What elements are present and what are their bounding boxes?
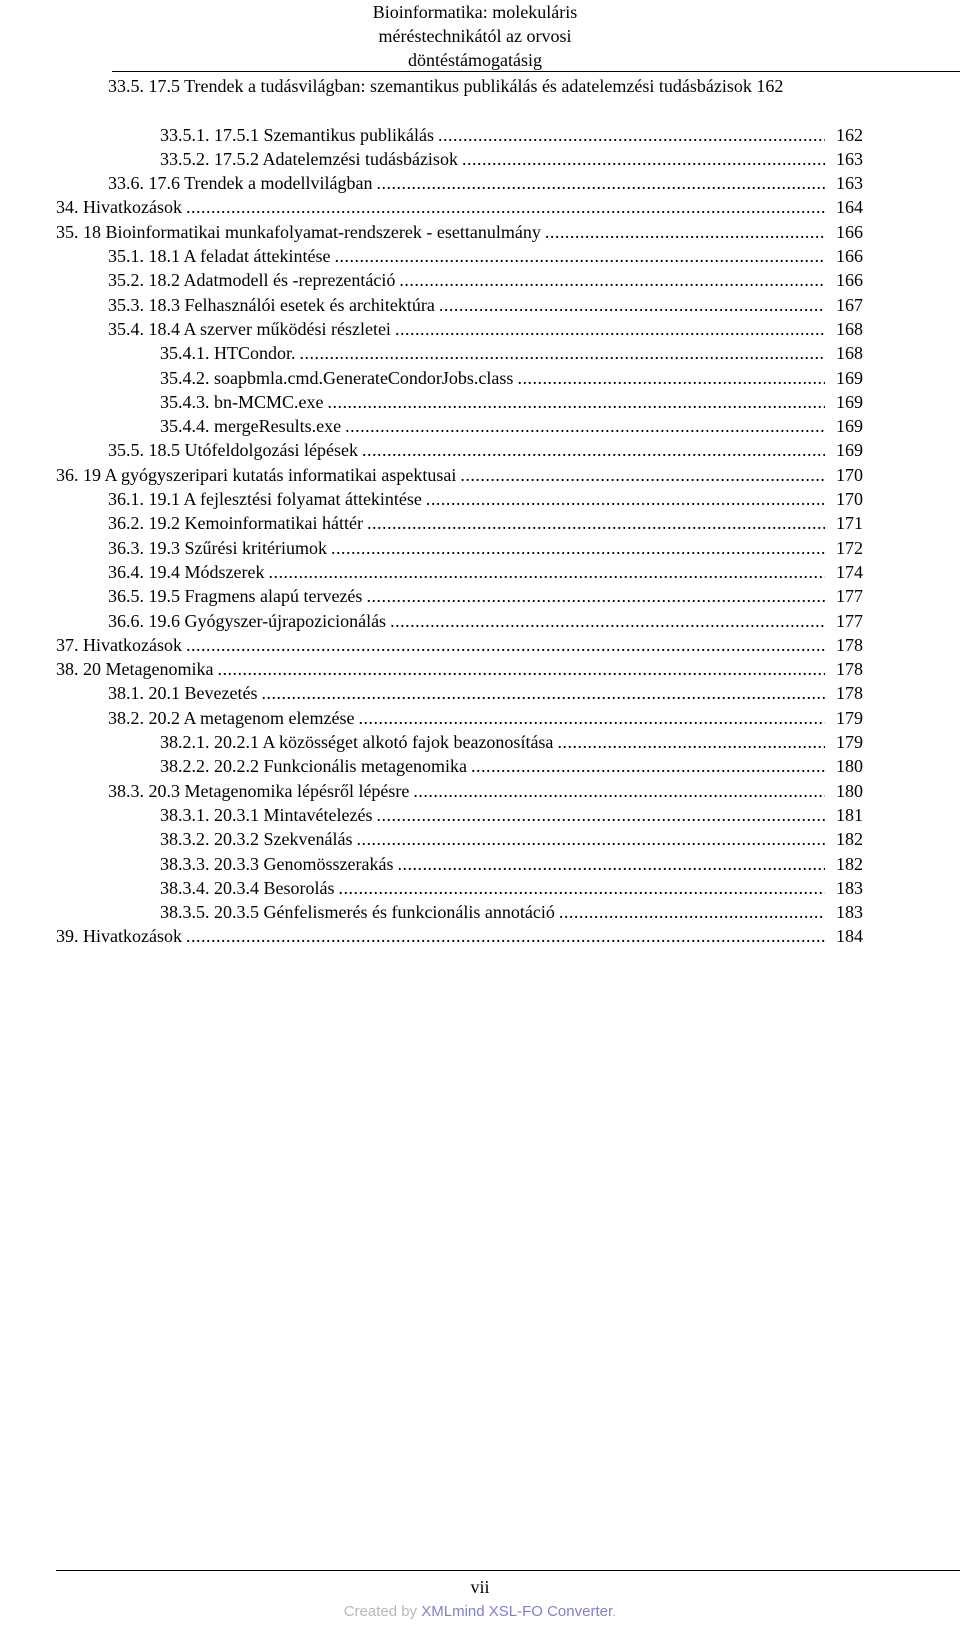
dot-leader — [390, 609, 825, 633]
toc-entry-title: 38.3.1. 20.3.1 Mintavételezés — [160, 804, 373, 825]
toc-entry-line — [160, 123, 863, 147]
toc-entry-line — [160, 147, 863, 171]
toc-entry-title: 35. 18 Bioinformatikai munkafolyamat-rendszerek - esettanulmány — [56, 221, 541, 242]
toc-entry-title: 35.3. 18.3 Felhasználói esetek és architektúra — [108, 294, 435, 315]
dot-leader — [471, 754, 825, 778]
toc-entry-page: 182 — [836, 829, 863, 850]
toc-entry-page: 179 — [836, 707, 863, 728]
toc-entry[interactable] — [0, 341, 960, 365]
toc-entry-page: 174 — [836, 561, 863, 582]
toc-entry-page: 179 — [836, 732, 863, 753]
dot-leader — [339, 876, 826, 900]
toc-entry[interactable] — [0, 123, 960, 147]
header-title-line2: méréstechnikától az orvosi — [378, 26, 572, 46]
toc-entry-title: 36.4. 19.4 Módszerek — [108, 561, 265, 582]
toc-entry[interactable] — [0, 317, 960, 341]
dot-leader — [559, 900, 825, 924]
toc-entry-line — [160, 341, 863, 365]
dot-leader — [397, 852, 825, 876]
toc-entry-page: 163 — [836, 173, 863, 194]
toc-entry-line — [56, 924, 863, 948]
toc-entry[interactable] — [0, 268, 960, 292]
dot-leader — [186, 633, 825, 657]
toc-entry-title: 33.5. 17.5 Trendek a tudásvilágban: szemantikus publikálás és adatelemzési tudásbázisok 162 — [108, 76, 784, 96]
dot-leader — [268, 560, 825, 584]
toc-entry-title: 35.1. 18.1 A feladat áttekintése — [108, 246, 331, 267]
toc-entry[interactable] — [0, 633, 960, 657]
toc-entry-line — [160, 852, 863, 876]
toc-entry-page: 181 — [836, 804, 863, 825]
dot-leader — [334, 244, 825, 268]
toc-entry-line — [108, 536, 863, 560]
toc-entry-title: 37. Hivatkozások — [56, 634, 182, 655]
toc-entry[interactable] — [0, 900, 960, 924]
dot-leader — [331, 536, 825, 560]
toc-entry[interactable] — [0, 463, 960, 487]
toc-entry[interactable] — [0, 754, 960, 778]
toc-entry-line — [108, 171, 863, 195]
toc-entry-page: 170 — [836, 464, 863, 485]
toc-entry[interactable] — [0, 730, 960, 754]
toc-entry-title: 36.6. 19.6 Gyógyszer-újrapozicionálás — [108, 610, 387, 631]
toc-entry-line — [108, 609, 863, 633]
toc-entry-title: 36. 19 A gyógyszeripari kutatás informatikai aspektusai — [56, 464, 457, 485]
header-divider — [112, 71, 960, 72]
toc-entry-line — [160, 827, 863, 851]
toc-entry[interactable] — [0, 293, 960, 317]
toc-entry-line — [108, 487, 863, 511]
toc-entry-title: 38. 20 Metagenomika — [56, 659, 214, 680]
toc-entry-line — [108, 511, 863, 535]
toc-entry-line — [108, 244, 863, 268]
dot-leader — [376, 803, 825, 827]
toc-entry-title: 35.4.3. bn-MCMC.exe — [160, 391, 324, 412]
toc-entry-page: 172 — [836, 537, 863, 558]
dot-leader — [367, 511, 825, 535]
toc-entry-page: 178 — [836, 659, 863, 680]
toc-entry-title: 38.2.1. 20.2.1 A közösséget alkotó fajok beazonosítása — [160, 732, 554, 753]
toc-entry-wrapped[interactable] — [0, 74, 960, 123]
toc-entry-page: 183 — [836, 877, 863, 898]
toc-entry-page: 169 — [836, 440, 863, 461]
toc-entry[interactable] — [0, 366, 960, 390]
toc-entry-page: 171 — [836, 513, 863, 534]
generator-prefix: Created by — [343, 1603, 422, 1620]
toc-entry-title: 33.5.1. 17.5.1 Szemantikus publikálás — [160, 124, 434, 145]
toc-entry-title: 38.3.5. 20.3.5 Génfelismerés és funkcionális annotáció — [160, 902, 555, 923]
toc-entry-page: 168 — [836, 318, 863, 339]
toc-entry-line — [108, 706, 863, 730]
toc-entry-title: 39. Hivatkozások — [56, 926, 182, 947]
dot-leader — [462, 147, 825, 171]
dot-leader — [517, 366, 825, 390]
dot-leader — [345, 414, 825, 438]
toc-entry[interactable] — [0, 876, 960, 900]
toc-entry[interactable] — [0, 706, 960, 730]
toc-entry-title: 35.4.2. soapbmla.cmd.GenerateCondorJobs.class — [160, 367, 514, 388]
generator-credit — [0, 1602, 960, 1622]
toc-entry-line — [108, 317, 863, 341]
toc-entry-title: 33.5.2. 17.5.2 Adatelemzési tudásbázisok — [160, 148, 458, 169]
toc-entry[interactable] — [0, 171, 960, 195]
toc-entry-title: 38.3.3. 20.3.3 Genomösszerakás — [160, 853, 394, 874]
toc-entry[interactable] — [0, 779, 960, 803]
toc-entry[interactable] — [0, 414, 960, 438]
toc-entry[interactable] — [0, 827, 960, 851]
toc-entry-page: 184 — [836, 926, 863, 947]
toc-entry-title: 36.2. 19.2 Kemoinformatikai háttér — [108, 513, 363, 534]
header-title-line3: döntéstámogatásig — [408, 50, 542, 70]
toc-entry-line — [160, 900, 863, 924]
dot-leader — [186, 195, 825, 219]
toc-entry-line — [160, 876, 863, 900]
toc-entry-line — [56, 657, 863, 681]
toc-entry-page: 182 — [836, 853, 863, 874]
toc-entry-page: 169 — [836, 391, 863, 412]
dot-leader — [426, 487, 825, 511]
toc-entry-title: 38.3.2. 20.3.2 Szekvenálás — [160, 829, 353, 850]
toc-entry-page: 163 — [836, 148, 863, 169]
toc-entry-page: 162 — [836, 124, 863, 145]
dot-leader — [356, 827, 825, 851]
table-of-contents — [0, 74, 960, 949]
toc-entry-line — [108, 779, 863, 803]
toc-entry-line — [108, 293, 863, 317]
toc-entry[interactable] — [0, 536, 960, 560]
toc-entry-line — [56, 633, 863, 657]
dot-leader — [545, 220, 825, 244]
toc-entry-line — [160, 390, 863, 414]
generator-suffix: . — [612, 1603, 617, 1620]
dot-leader — [413, 779, 825, 803]
dot-leader — [439, 293, 825, 317]
generator-brand-link[interactable]: XMLmind XSL-FO Converter — [421, 1603, 613, 1620]
toc-entry[interactable] — [0, 511, 960, 535]
toc-entry-page: 169 — [836, 367, 863, 388]
toc-entry-page: 166 — [836, 270, 863, 291]
toc-entry-title: 35.4.4. mergeResults.exe — [160, 416, 342, 437]
toc-entry-line — [108, 438, 863, 462]
toc-entry-page: 166 — [836, 246, 863, 267]
toc-entry-line — [160, 754, 863, 778]
toc-entry[interactable] — [0, 147, 960, 171]
toc-entry-line — [160, 803, 863, 827]
dot-leader — [328, 390, 826, 414]
dot-leader — [261, 681, 825, 705]
toc-entry[interactable] — [0, 803, 960, 827]
toc-entry[interactable] — [0, 487, 960, 511]
toc-entry-line — [108, 584, 863, 608]
running-header — [350, 0, 600, 72]
toc-entry-title: 38.3.4. 20.3.4 Besorolás — [160, 877, 335, 898]
toc-entry-page: 178 — [836, 634, 863, 655]
toc-entry-line — [160, 414, 863, 438]
toc-entry-page: 168 — [836, 343, 863, 364]
toc-entry-page: 164 — [836, 197, 863, 218]
toc-entry-line — [160, 730, 863, 754]
toc-entry-line — [108, 681, 863, 705]
toc-entry[interactable] — [0, 220, 960, 244]
toc-entry[interactable] — [0, 560, 960, 584]
dot-leader — [460, 463, 825, 487]
toc-entry[interactable] — [0, 390, 960, 414]
toc-entry-page: 180 — [836, 756, 863, 777]
toc-entry[interactable] — [0, 584, 960, 608]
toc-entry-title: 38.3. 20.3 Metagenomika lépésről lépésre — [108, 780, 410, 801]
dot-leader — [438, 123, 825, 147]
toc-entry-page: 167 — [836, 294, 863, 315]
toc-entry[interactable] — [0, 852, 960, 876]
toc-entry-line — [160, 366, 863, 390]
dot-leader — [217, 657, 825, 681]
dot-leader — [399, 268, 825, 292]
toc-entry-title: 36.1. 19.1 A fejlesztési folyamat áttekintése — [108, 489, 422, 510]
header-title-line1: Bioinformatika: molekuláris — [372, 2, 578, 22]
toc-entry-title: 36.3. 19.3 Szűrési kritériumok — [108, 537, 327, 558]
toc-entry[interactable] — [0, 195, 960, 219]
toc-entry-page: 178 — [836, 683, 863, 704]
toc-entry[interactable] — [0, 657, 960, 681]
dot-leader — [186, 924, 825, 948]
toc-entry-title: 38.1. 20.1 Bevezetés — [108, 683, 258, 704]
toc-entry[interactable] — [0, 438, 960, 462]
toc-entry-line — [56, 463, 863, 487]
toc-entry-line — [108, 268, 863, 292]
dot-leader — [366, 584, 825, 608]
toc-entry-page: 183 — [836, 902, 863, 923]
toc-entry-page: 180 — [836, 780, 863, 801]
toc-entry-title: 38.2. 20.2 A metagenom elemzése — [108, 707, 355, 728]
toc-entry-title: 35.2. 18.2 Adatmodell és -reprezentáció — [108, 270, 396, 291]
dot-leader — [362, 438, 825, 462]
toc-entry-line — [56, 220, 863, 244]
toc-entry[interactable] — [0, 244, 960, 268]
toc-entry-title: 38.2.2. 20.2.2 Funkcionális metagenomika — [160, 756, 467, 777]
toc-entry-title: 35.5. 18.5 Utófeldolgozási lépések — [108, 440, 358, 461]
dot-leader — [395, 317, 825, 341]
toc-entry-page: 169 — [836, 416, 863, 437]
toc-entry[interactable] — [0, 924, 960, 948]
toc-entry-title: 34. Hivatkozások — [56, 197, 182, 218]
toc-entry-title: 35.4.1. HTCondor. — [160, 343, 296, 364]
toc-entry-page: 170 — [836, 489, 863, 510]
dot-leader — [300, 341, 825, 365]
toc-entry-line — [56, 195, 863, 219]
dot-leader — [358, 706, 825, 730]
dot-leader — [376, 171, 825, 195]
toc-entry[interactable] — [0, 609, 960, 633]
dot-leader — [557, 730, 825, 754]
page-number: vii — [470, 1577, 490, 1597]
toc-entry-page: 177 — [836, 610, 863, 631]
toc-entry-title: 36.5. 19.5 Fragmens alapú tervezés — [108, 586, 363, 607]
toc-entry-title: 33.6. 17.6 Trendek a modellvilágban — [108, 173, 373, 194]
toc-entry-page: 166 — [836, 221, 863, 242]
toc-entry[interactable] — [0, 681, 960, 705]
toc-entry-page: 177 — [836, 586, 863, 607]
footer-divider — [56, 1570, 960, 1571]
toc-entry-line — [108, 560, 863, 584]
toc-entry-title: 35.4. 18.4 A szerver működési részletei — [108, 318, 391, 339]
